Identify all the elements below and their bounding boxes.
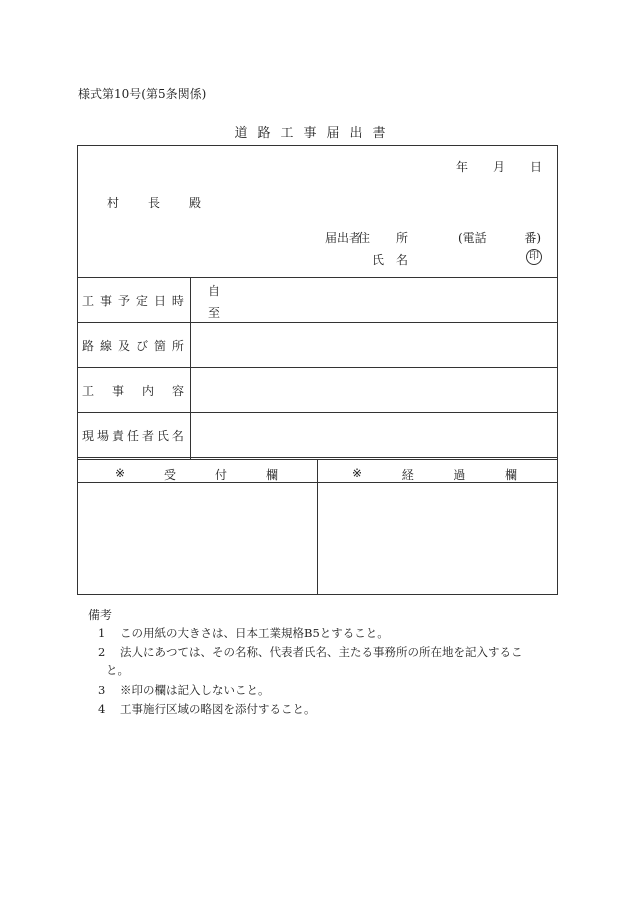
reception-header-char: 受	[164, 468, 177, 482]
note-text: 工事施行区域の略図を添付すること。	[120, 702, 316, 716]
location-label-char: 箇	[153, 339, 166, 353]
schedule-label-char: 定	[135, 294, 148, 308]
reception-header-char: ※	[115, 466, 126, 480]
addressee-village: 村	[107, 196, 120, 210]
schedule-label-char: 事	[99, 294, 112, 308]
schedule-label-char: 工	[82, 294, 95, 308]
form-table	[77, 145, 558, 595]
progress-header-char: ※	[352, 466, 363, 480]
divider-content	[78, 412, 557, 413]
document-title: 道路工事届出書	[234, 126, 396, 141]
year-label: 年	[456, 160, 469, 174]
seal-icon: 印	[526, 249, 542, 265]
note-number: 3	[98, 683, 106, 697]
note-text: ※印の欄は記入しないこと。	[120, 683, 270, 697]
addressee-head: 長	[147, 196, 160, 210]
row-label-location	[82, 337, 184, 354]
form-number: 様式第10号(第5条関係)	[78, 87, 207, 101]
divider-schedule	[78, 322, 557, 323]
location-label-char: 及	[117, 339, 130, 353]
supervisor-label-char: 名	[171, 429, 184, 443]
content-label-char: 内	[141, 384, 154, 398]
address-char-2: 所	[395, 231, 408, 245]
note-item	[98, 682, 270, 698]
note-item	[98, 644, 523, 660]
content-label-char: 事	[111, 384, 124, 398]
phone-open: (電話	[458, 231, 487, 245]
supervisor-label-char: 現	[82, 429, 95, 443]
supervisor-label-char: 任	[126, 429, 139, 443]
note-number: 1	[98, 626, 106, 640]
note-number: 4	[98, 702, 106, 716]
location-label-char: 路	[82, 339, 95, 353]
reception-header-char: 付	[214, 468, 227, 482]
content-label-char: 工	[82, 384, 95, 398]
supervisor-label-char: 場	[96, 429, 109, 443]
row-label-supervisor	[82, 427, 184, 444]
note-text-continued: と。	[106, 663, 129, 677]
progress-header-char: 過	[453, 468, 466, 482]
divider-header	[78, 277, 557, 278]
addressee-honorific: 殿	[188, 196, 201, 210]
note-item	[98, 625, 389, 641]
note-text: 法人にあつては、その名称、代表者氏名、主たる事務所の所在地を記入するこ	[120, 645, 523, 659]
row-label-schedule	[82, 292, 184, 309]
date-field	[456, 158, 542, 175]
reception-column-header	[115, 466, 278, 483]
reporter-name-label	[372, 251, 408, 268]
notes-title: 備考	[88, 608, 113, 622]
row-label-content	[82, 382, 184, 399]
schedule-to: 至	[208, 306, 221, 320]
schedule-label-char: 日	[153, 294, 166, 308]
location-label-char: 所	[171, 339, 184, 353]
columns-divider	[317, 459, 318, 594]
note-item	[98, 701, 316, 717]
note-number: 2	[98, 645, 106, 659]
day-label: 日	[529, 160, 542, 174]
schedule-label-char: 予	[117, 294, 130, 308]
progress-column-header	[352, 466, 517, 483]
location-label-char: び	[135, 339, 148, 353]
phone-close: 番)	[524, 231, 541, 245]
schedule-label-char: 時	[171, 294, 184, 308]
reporter-label: 届出者	[325, 231, 362, 245]
schedule-from: 自	[208, 284, 221, 298]
supervisor-label-char: 者	[141, 429, 154, 443]
supervisor-label-char: 氏	[156, 429, 169, 443]
reporter-phone	[458, 229, 541, 246]
reporter-address-label	[358, 229, 408, 246]
divider-supervisor	[78, 457, 557, 458]
name-char-2: 名	[395, 253, 408, 267]
label-column-divider	[190, 277, 191, 459]
reception-header-char: 欄	[265, 468, 278, 482]
progress-header-char: 欄	[504, 468, 517, 482]
address-char-1: 住	[358, 231, 371, 245]
progress-header-char: 経	[401, 468, 414, 482]
supervisor-label-char: 責	[111, 429, 124, 443]
content-label-char: 容	[171, 384, 184, 398]
addressee	[107, 194, 201, 211]
divider-location	[78, 367, 557, 368]
note-text: この用紙の大きさは、日本工業規格B5とすること。	[120, 626, 389, 640]
location-label-char: 線	[99, 339, 112, 353]
month-label: 月	[492, 160, 505, 174]
name-char-1: 氏	[372, 253, 385, 267]
